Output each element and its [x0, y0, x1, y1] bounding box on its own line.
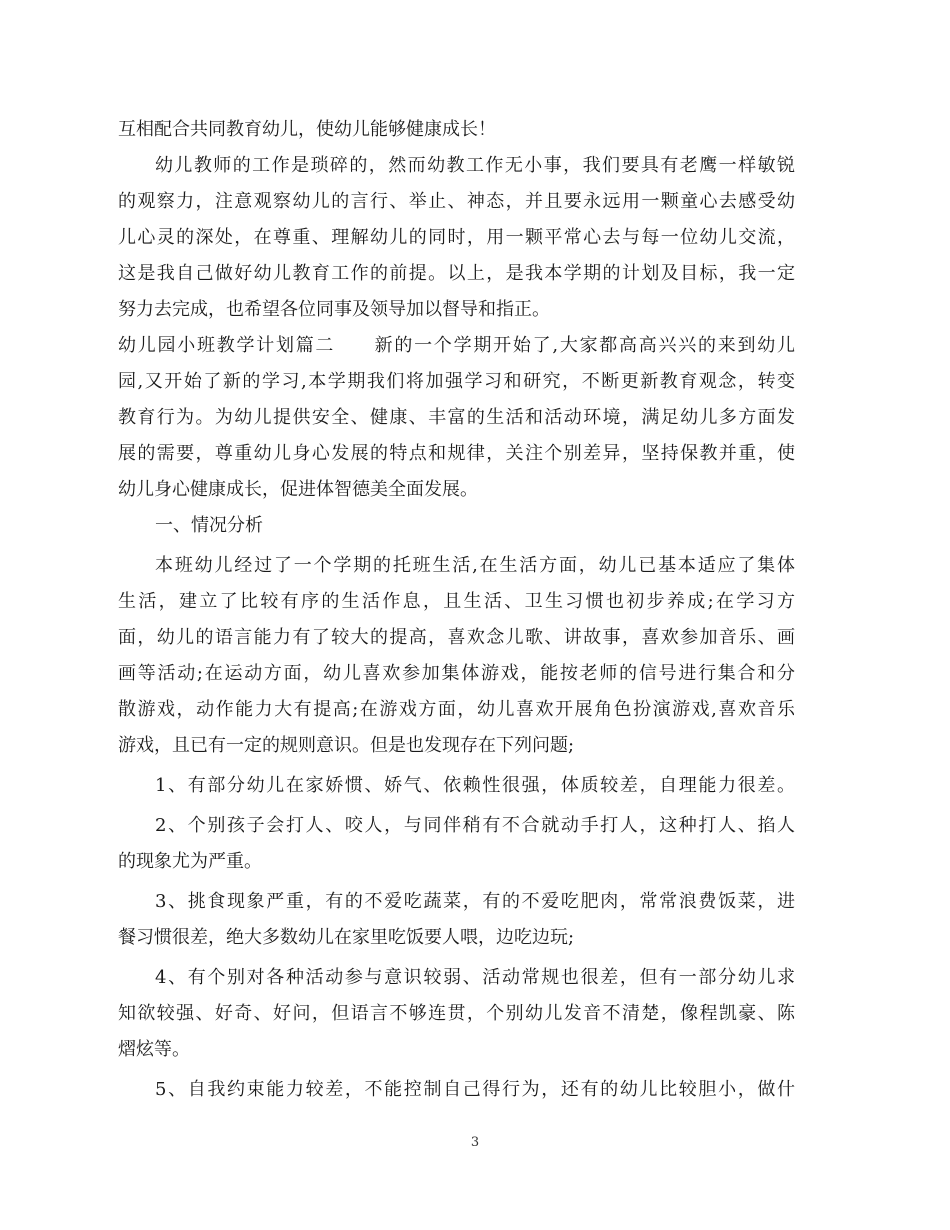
- text-line: 的观察力，注意观察幼儿的言行、举止、神态，并且要永远用一颗童心去感受幼: [118, 191, 795, 212]
- list-item-1: 1、有部分幼儿在家娇惯、娇气、依赖性很强，体质较差，自理能力很差。: [155, 775, 795, 796]
- paragraph-first-line: 幼儿教师的工作是琐碎的，然而幼教工作无小事，我们要具有老鹰一样敏锐: [155, 155, 795, 176]
- list-item-3: 3、挑食现象严重，有的不爱吃蔬菜，有的不爱吃肥肉，常常浪费饭菜，进: [155, 891, 795, 912]
- list-item-5: 5、自我约束能力较差，不能控制自己得行为，还有的幼儿比较胆小，做什: [155, 1079, 795, 1100]
- section-heading-line: 幼儿园小班教学计划篇二 新的一个学期开始了,大家都高高兴兴的来到幼儿: [118, 335, 795, 356]
- text-line: 园,又开始了新的学习,本学期我们将加强学习和研究，不断更新教育观念，转变: [118, 371, 795, 392]
- list-item-2: 2、个别孩子会打人、咬人，与同伴稍有不合就动手打人，这种打人、掐人: [155, 815, 795, 836]
- section-heading: 一、情况分析: [155, 515, 263, 536]
- text-line: 餐习惯很差，绝大多数幼儿在家里吃饭要人喂，边吃边玩;: [118, 927, 575, 948]
- text-line: 生活，建立了比较有序的生活作息，且生活、卫生习惯也初步养成;在学习方: [118, 591, 795, 612]
- text-line: 知欲较强、好奇、好问，但语言不够连贯，个别幼儿发音不清楚，像程凯豪、陈: [118, 1003, 795, 1024]
- text-line: 努力去完成，也希望各位同事及领导加以督导和指正。: [118, 299, 550, 320]
- text-line: 的现象尤为严重。: [118, 851, 262, 872]
- text-line: 展的需要，尊重幼儿身心发展的特点和规律，关注个别差异，坚持保教并重，使: [118, 443, 795, 464]
- text-line: 游戏，且已有一定的规则意识。但是也发现存在下列问题;: [118, 735, 575, 756]
- text-line: 面，幼儿的语言能力有了较大的提高，喜欢念儿歌、讲故事，喜欢参加音乐、画: [118, 627, 795, 648]
- text-line: 儿心灵的深处，在尊重、理解幼儿的同时，用一颗平常心去与每一位幼儿交流，: [118, 227, 795, 248]
- page-number: 3: [470, 1135, 480, 1150]
- text-line: 这是我自己做好幼儿教育工作的前提。以上，是我本学期的计划及目标，我一定: [118, 263, 795, 284]
- text-line: 互相配合共同教育幼儿，使幼儿能够健康成长！: [118, 119, 496, 140]
- text-line: 画等活动;在运动方面，幼儿喜欢参加集体游戏，能按老师的信号进行集合和分: [118, 663, 795, 684]
- text-line: 教育行为。为幼儿提供安全、健康、丰富的生活和活动环境，满足幼儿多方面发: [118, 407, 795, 428]
- text-line: 熠炫等。: [118, 1039, 190, 1060]
- text-line: 散游戏，动作能力大有提高;在游戏方面，幼儿喜欢开展角色扮演游戏,喜欢音乐: [118, 699, 795, 720]
- text-line: 幼儿身心健康成长，促进体智德美全面发展。: [118, 479, 478, 500]
- paragraph-first-line: 本班幼儿经过了一个学期的托班生活,在生活方面，幼儿已基本适应了集体: [155, 555, 795, 576]
- list-item-4: 4、有个别对各种活动参与意识较弱、活动常规也很差，但有一部分幼儿求: [155, 967, 795, 988]
